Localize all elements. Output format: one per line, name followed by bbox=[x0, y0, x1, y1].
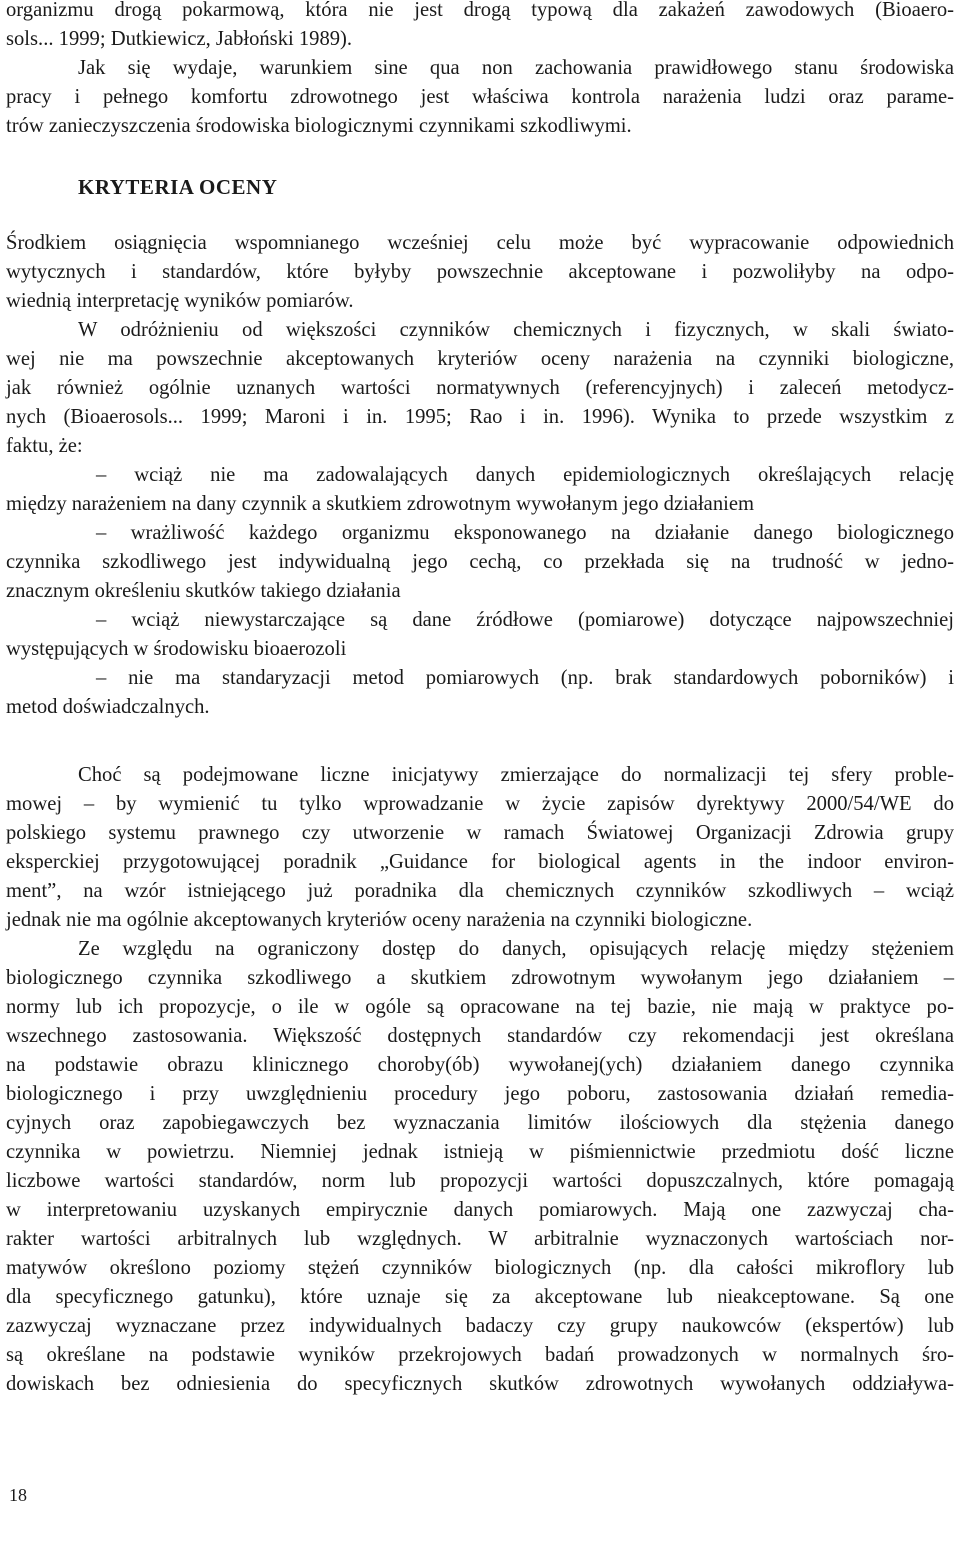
text-line: dla specyficznego gatunku), które uznaje się za akceptowane lub nieakceptowane. Są one bbox=[6, 1286, 954, 1308]
text-line: pracy i pełnego komfortu zdrowotnego jest właściwa kontrola narażenia ludzi oraz parame- bbox=[6, 86, 954, 108]
list-item-line: występujących w środowisku bioaerozoli bbox=[6, 638, 347, 660]
list-item-line: między narażeniem na dany czynnik a skutkiem zdrowotnym wywołanym jego działaniem bbox=[6, 493, 755, 515]
text-line: wej nie ma powszechnie akceptowanych kryteriów oceny narażenia na czynniki biologiczne, bbox=[6, 348, 954, 370]
text-line: na podstawie obrazu klinicznego choroby(ób) wywołanej(ych) działaniem danego czynnika bbox=[6, 1054, 954, 1076]
text-line: ment”, na wzór istniejącego już poradnika dla chemicznych czynników szkodliwych – wciąż bbox=[6, 880, 954, 902]
text-line: zazwyczaj wyznaczane przez indywidualnych badaczy czy grupy naukowców (ekspertów) lub bbox=[6, 1315, 954, 1337]
paragraph-2 bbox=[6, 316, 954, 461]
text-line: nych (Bioaerosols... 1999; Maroni i in. 1995; Rao i in. 1996). Wynika to przede wszystkim z bbox=[6, 406, 954, 428]
text-line: Choć są podejmowane liczne inicjatywy zmierzające do normalizacji tej sfery proble- bbox=[78, 764, 954, 786]
paragraph-3 bbox=[6, 761, 954, 935]
document-page bbox=[6, 0, 954, 1399]
list-item-line: metod doświadczalnych. bbox=[6, 696, 210, 718]
text-line: liczbowe wartości standardów, norm lub propozycji wartości dopuszczalnych, które pomagają bbox=[6, 1170, 954, 1192]
page-number: 18 bbox=[9, 1485, 27, 1505]
text-line: mowej – by wymienić tu tylko wprowadzanie w życie zapisów dyrektywy 2000/54/WE do bbox=[6, 793, 954, 815]
criteria-list bbox=[6, 461, 954, 722]
list-item-line: – wciąż niewystarczające są dane źródłowe (pomiarowe) dotyczące najpowszechniej bbox=[96, 609, 954, 631]
paragraph-1 bbox=[6, 229, 954, 316]
text-line: polskiego systemu prawnego czy utworzenie w ramach Światowej Organizacji Zdrowia grupy bbox=[6, 822, 954, 844]
text-line: cyjnych oraz zapobiegawczych bez wyznaczania limitów ilościowych dla stężenia danego bbox=[6, 1112, 954, 1134]
text-line: są określane na podstawie wyników przekrojowych badań prowadzonych w normalnych śro- bbox=[6, 1344, 954, 1366]
paragraph-4 bbox=[6, 935, 954, 1399]
text-line: wszechnego zastosowania. Większość dostępnych standardów czy rekomendacji jest określana bbox=[6, 1025, 954, 1047]
text-line: matywów określono poziomy stężeń czynników biologicznych (np. dla całości mikroflory lub bbox=[6, 1257, 954, 1279]
text-line: biologicznego czynnika szkodliwego a skutkiem zdrowotnym wywołanym jego działaniem – bbox=[6, 967, 954, 989]
text-line: eksperckiej przygotowującej poradnik „Guidance for biological agents in the indoor environ- bbox=[6, 851, 954, 873]
text-line: normy lub ich propozycje, o ile w ogóle są opracowane na tej bazie, nie mają w praktyce po- bbox=[6, 996, 954, 1018]
text-line: sols... 1999; Dutkiewicz, Jabłoński 1989). bbox=[6, 28, 353, 50]
text-line: trów zanieczyszczenia środowiska biologicznymi czynnikami szkodliwymi. bbox=[6, 115, 632, 137]
text-line: organizmu drogą pokarmową, która nie jest drogą typową dla zakażeń zawodowych (Bioaero- bbox=[6, 0, 954, 21]
intro-paragraph bbox=[6, 0, 954, 141]
list-item-line: – wciąż nie ma zadowalających danych epidemiologicznych określających relację bbox=[96, 464, 954, 486]
text-line: Jak się wydaje, warunkiem sine qua non zachowania prawidłowego stanu środowiska bbox=[78, 57, 954, 79]
text-line: Ze względu na ograniczony dostęp do danych, opisujących relację między stężeniem bbox=[78, 938, 954, 960]
text-line: faktu, że: bbox=[6, 435, 83, 457]
list-item-line: – wrażliwość każdego organizmu eksponowanego na działanie danego biologicznego bbox=[96, 522, 954, 544]
text-line: w interpretowaniu uzyskanych empirycznie danych pomiarowych. Mają one zazwyczaj cha- bbox=[6, 1199, 954, 1221]
text-line: czynnika w powietrzu. Niemniej jednak istnieją w piśmiennictwie przedmiotu dość liczne bbox=[6, 1141, 954, 1163]
text-line: rakter wartości arbitralnych lub względnych. W arbitralnie wyznaczonych wartościach nor- bbox=[6, 1228, 954, 1250]
list-item-line: znacznym określeniu skutków takiego działania bbox=[6, 580, 401, 602]
text-line: dowiskach bez odniesienia do specyficznych skutków zdrowotnych wywołanych oddziaływa- bbox=[6, 1373, 954, 1395]
text-line: Środkiem osiągnięcia wspomnianego wcześniej celu może być wypracowanie odpowiednich bbox=[6, 232, 954, 254]
list-item-line: czynnika szkodliwego jest indywidualną jego cechą, co przekłada się na trudność w jedno- bbox=[6, 551, 954, 573]
text-line: biologicznego i przy uwzględnieniu procedury jego poboru, zastosowania działań remedia- bbox=[6, 1083, 954, 1105]
text-line: W odróżnieniu od większości czynników chemicznych i fizycznych, w skali świato- bbox=[78, 319, 954, 341]
section-heading: KRYTERIA OCENY bbox=[78, 175, 278, 199]
text-line: jak również ogólnie uznanych wartości normatywnych (referencyjnych) i zaleceń metodycz- bbox=[6, 377, 954, 399]
text-line: wiednią interpretację wyników pomiarów. bbox=[6, 290, 354, 312]
text-line: jednak nie ma ogólnie akceptowanych kryteriów oceny narażenia na czynniki biologiczne. bbox=[6, 909, 753, 931]
text-line: wytycznych i standardów, które byłyby powszechnie akceptowane i pozwoliłyby na odpo- bbox=[6, 261, 954, 283]
list-item-line: – nie ma standaryzacji metod pomiarowych (np. brak standardowych poborników) i bbox=[96, 667, 954, 689]
